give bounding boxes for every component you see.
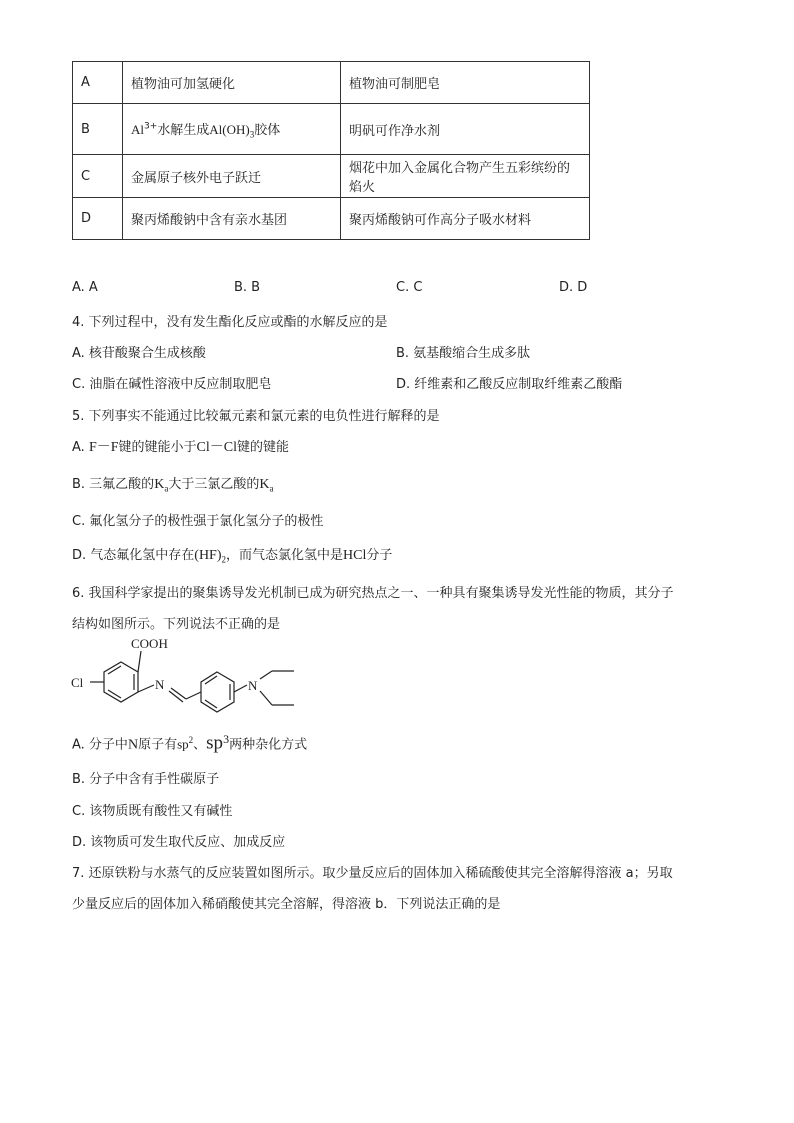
- aloh3-sub: 3: [249, 129, 255, 140]
- n-atom: N: [127, 737, 139, 753]
- q5-option-b: [72, 473, 273, 494]
- row-letter: D: [73, 198, 123, 240]
- q5-a-mid: 键的键能小于: [118, 440, 197, 455]
- q5-option-c: C. 氟化氢分子的极性强于氯化氢分子的极性: [72, 514, 324, 529]
- sp2-sup: 2: [188, 735, 194, 745]
- q5-stem: 5. 下列事实不能通过比较氟元素和氯元素的电负性进行解释的是: [72, 409, 440, 424]
- row-letter: B: [73, 104, 123, 155]
- table-row: [73, 62, 590, 104]
- hf-dimer: (HF): [194, 548, 222, 563]
- cooh-label: COOH: [131, 636, 168, 651]
- imine-bond-2: [169, 691, 183, 702]
- ring2-double-1: [205, 676, 217, 684]
- row-cause: 聚丙烯酸钠中含有亲水基团: [123, 198, 341, 240]
- molecule-structure: [68, 633, 308, 723]
- n2-label: N: [248, 678, 258, 693]
- ring2-double-3: [205, 700, 217, 708]
- q7-stem-line1: 7. 还原铁粉与水蒸气的反应装置如图所示。取少量反应后的固体加入稀硫酸使其完全溶解得溶液 a；另取: [72, 866, 673, 881]
- benzene-ring-2: [201, 672, 234, 712]
- row-use: 聚丙烯酸钠可作高分子吸水材料: [341, 198, 590, 240]
- row-use: 明矾可作净水剂: [341, 104, 590, 155]
- sp3-term: sp: [206, 732, 224, 754]
- table-row: [73, 155, 590, 198]
- aloh3-formula: Al(OH): [209, 121, 250, 137]
- cause-mid: 水解生成: [157, 122, 210, 138]
- row-use: 植物油可制肥皂: [341, 62, 590, 104]
- q7-stem-line2: 少量反应后的固体加入稀硝酸使其完全溶解，得溶液 b．下列说法正确的是: [72, 897, 501, 912]
- ring1-double-1: [108, 666, 121, 674]
- imine-bond-1: [171, 688, 186, 699]
- hcl-formula: HCl: [343, 548, 367, 563]
- q4-option-d: D. 纤维素和乙酸反应制取纤维素乙酸酯: [396, 377, 623, 392]
- row-cause: [123, 104, 341, 155]
- q5-option-d: [72, 544, 392, 565]
- q6-a-sep: 、: [193, 737, 207, 753]
- row-cause: 植物油可加氢硬化: [123, 62, 341, 104]
- ka-sub: a: [164, 483, 169, 494]
- q5-option-a: [72, 436, 289, 456]
- ka-symbol: K: [154, 477, 165, 492]
- q5-d-prefix: D. 气态氟化氢中存在: [72, 548, 195, 563]
- q4-option-b: B. 氨基酸缩合生成多肽: [396, 346, 531, 361]
- q6-option-c: C. 该物质既有酸性又有碱性: [72, 804, 233, 819]
- q3-option-a: A. A: [72, 280, 98, 295]
- q4-option-a: A. 核苷酸聚合生成核酸: [72, 346, 206, 361]
- ff-bond: F－F: [88, 440, 119, 455]
- sp2-term: sp: [177, 736, 189, 752]
- ethyl-2a: [260, 691, 272, 705]
- options-table: [72, 61, 590, 240]
- q6-a-mid: 原子有: [138, 737, 178, 753]
- q4-option-c: C. 油脂在碱性溶液中反应制取肥皂: [72, 377, 272, 392]
- q3-option-d: D. D: [559, 280, 588, 295]
- q6-a-tail: 两种杂化方式: [229, 737, 308, 753]
- ka-sub-2: a: [269, 483, 274, 494]
- n2-bond: [234, 685, 247, 692]
- clcl-bond: Cl－Cl: [196, 440, 237, 455]
- q5-d-tail: 分子: [366, 548, 393, 563]
- benzene-ring-1: [104, 662, 138, 702]
- q6-option-a: [72, 732, 307, 754]
- al-ion: Al: [131, 121, 144, 137]
- q6-option-d: D. 该物质可发生取代反应、加成反应: [72, 835, 286, 850]
- q5-b-mid: 大于三氯乙酸的: [168, 477, 260, 492]
- q6-option-b: B. 分子中含有手性碳原子: [72, 772, 220, 787]
- ch-ring2-bond: [186, 692, 201, 699]
- row-letter: C: [73, 155, 123, 198]
- q5-a-tail: 键的键能: [237, 440, 290, 455]
- ethyl-1a: [260, 671, 272, 679]
- table-row: [73, 198, 590, 240]
- row-letter: A: [73, 62, 123, 104]
- hf-dimer-sub: 2: [221, 554, 227, 565]
- q4-stem: 4. 下列过程中，没有发生酯化反应或酯的水解反应的是: [72, 315, 388, 330]
- q3-option-c: C. C: [396, 280, 423, 295]
- n1-bond: [138, 685, 154, 692]
- q6-stem-line1: 6. 我国科学家提出的聚集诱导发光机制已成为研究热点之一、一种具有聚集诱导发光性能的物质，其分子: [72, 586, 674, 601]
- q5-d-mid: ，而气态氯化氢中是: [226, 548, 344, 563]
- cooh-bond: [138, 651, 141, 672]
- cause-tail: 胶体: [254, 122, 281, 138]
- row-use: 烟花中加入金属化合物产生五彩缤纷的焰火: [341, 155, 590, 198]
- cl-label: Cl: [71, 675, 84, 690]
- n1-label: N: [155, 677, 165, 692]
- q5-a-prefix: A.: [72, 440, 89, 455]
- q6-stem-line2: 结构如图所示。下列说法不正确的是: [72, 617, 281, 632]
- ka-symbol-2: K: [259, 477, 270, 492]
- sp3-sup: 3: [223, 732, 230, 746]
- al-charge: 3+: [144, 121, 158, 132]
- table-row: [73, 104, 590, 155]
- ring1-double-3: [108, 690, 121, 698]
- q6-a-prefix: A. 分子中: [72, 737, 128, 753]
- q5-b-prefix: B. 三氟乙酸的: [72, 477, 155, 492]
- q3-option-b: B. B: [234, 280, 261, 295]
- row-cause: 金属原子核外电子跃迁: [123, 155, 341, 198]
